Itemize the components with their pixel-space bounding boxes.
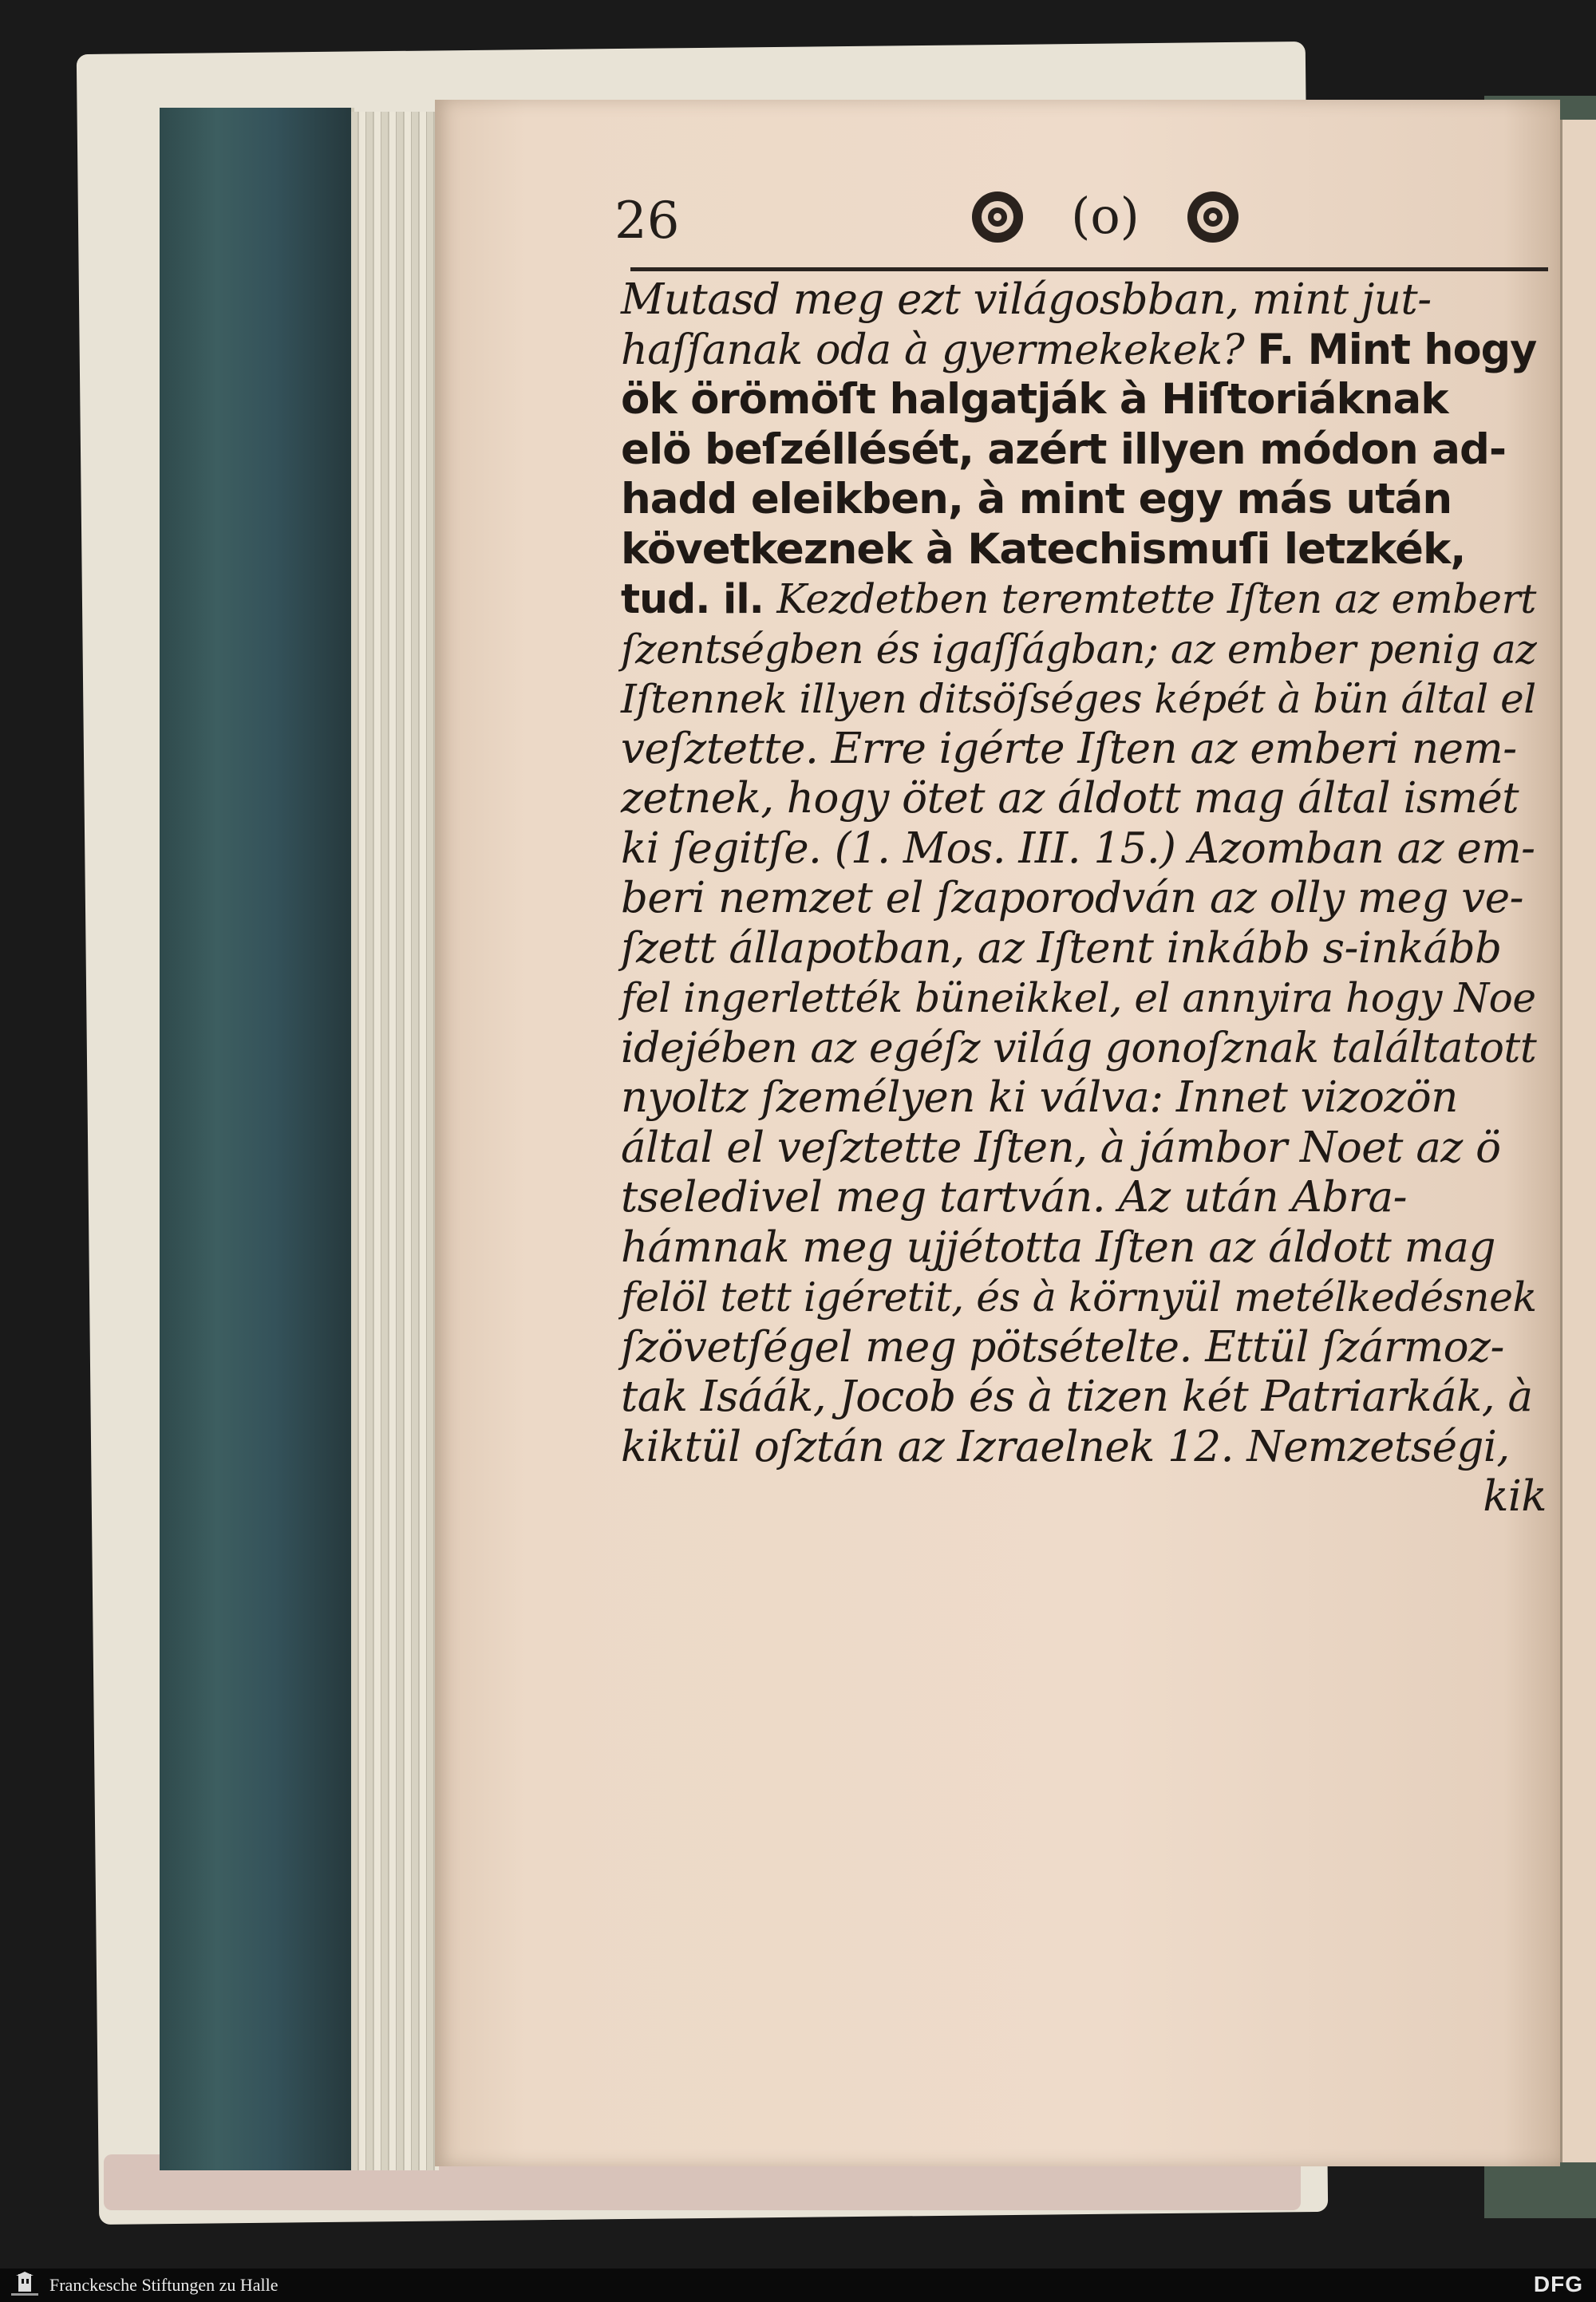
text-line xyxy=(621,475,1547,525)
text-segment: ſzett állapotban, az Iſtent inkább s-inkább xyxy=(621,923,1502,973)
text-line xyxy=(621,924,1547,974)
text-line xyxy=(621,275,1547,326)
text-segment: Iſtennek illyen ditsöſséges képét à bün által el xyxy=(621,676,1536,722)
page-number: 26 xyxy=(614,192,680,251)
text-segment: tak Isáák, Jocob és à tizen két Patriarkák, à xyxy=(621,1372,1533,1421)
text-segment: ök örömöſt halgatják à Hiſtoriáknak xyxy=(621,375,1448,424)
text-segment: felöl tett igéretit, és à környül metélkedésnek xyxy=(621,1273,1537,1321)
catchword-text: kik xyxy=(1483,1472,1547,1521)
text-line xyxy=(621,824,1547,875)
header-ornament xyxy=(966,185,1245,249)
text-line xyxy=(621,1223,1547,1273)
text-segment: idejében az egéſz világ gonoſznak találtatott xyxy=(621,1024,1537,1072)
text-segment: haſſanak oda à gyermekekek? xyxy=(621,325,1258,374)
text-line xyxy=(621,1372,1547,1423)
text-line xyxy=(621,1273,1547,1323)
text-line xyxy=(621,525,1547,575)
text-segment: ſzentségben és igaſſágban; az ember penig az xyxy=(621,625,1537,673)
text-line xyxy=(621,575,1547,625)
text-line xyxy=(621,1073,1547,1123)
ornament-rosette-right-icon xyxy=(1187,192,1238,243)
text-segment: Kezdetben teremtette Iſten az embert xyxy=(776,575,1536,622)
text-segment: fel ingerlették büneikkel, el annyira hogy Noe xyxy=(621,974,1536,1021)
footer-bar xyxy=(0,2268,1596,2302)
text-segment: ſzövetſégel meg pötsételte. Ettül ſzármoz- xyxy=(621,1322,1504,1372)
text-segment: kiktül oſztán az Izraelnek 12. Nemzetségi, xyxy=(621,1422,1510,1471)
footer-dfg-logo: DFG xyxy=(1533,2272,1583,2296)
text-line xyxy=(621,1123,1547,1174)
text-segment: beri nemzet el ſzaporodván az olly meg ve- xyxy=(621,874,1524,922)
text-line xyxy=(621,425,1547,476)
text-line xyxy=(621,625,1547,675)
ornament-center-text: (o) xyxy=(1071,187,1140,245)
text-segment: tud. il. xyxy=(621,575,777,622)
text-line xyxy=(621,1423,1547,1473)
institution-logo-icon xyxy=(6,2272,43,2299)
text-segment: hadd eleikben, à mint egy más után xyxy=(621,475,1452,523)
text-segment: Mutasd meg ezt világosbban, mint jut- xyxy=(621,275,1432,324)
text-line xyxy=(621,725,1547,775)
page-text-block xyxy=(621,275,1547,1522)
page-edges-block xyxy=(160,108,354,2170)
text-segment: nyoltz ſzemélyen ki válva: Innet vizozön xyxy=(621,1073,1458,1122)
text-segment: veſztette. Erre igérte Iſten az emberi nem- xyxy=(621,724,1517,773)
text-segment: F. Mint hogy xyxy=(1257,325,1537,374)
text-line xyxy=(621,1173,1547,1223)
text-segment: tseledivel meg tartván. Az után Abra- xyxy=(621,1173,1408,1222)
text-segment: elö beſzéllését, azért illyen módon ad- xyxy=(621,424,1506,474)
text-segment: következnek à Katechismuſi letzkék, xyxy=(621,524,1466,574)
text-segment: ki ſegitſe. (1. Mos. III. 15.) Azomban az em- xyxy=(621,823,1535,873)
text-segment: által el veſztette Iſten, à jámbor Noet az ö xyxy=(621,1123,1501,1172)
text-line xyxy=(621,774,1547,824)
text-line xyxy=(621,375,1547,425)
page-edges-lines xyxy=(351,112,439,2170)
text-line xyxy=(621,1024,1547,1074)
next-page-edge xyxy=(1560,120,1596,2162)
ornament-rosette-left-icon xyxy=(972,192,1023,243)
text-line xyxy=(621,1323,1547,1373)
text-line xyxy=(621,874,1547,924)
text-line xyxy=(621,674,1547,725)
text-line xyxy=(621,973,1547,1024)
text-segment: zetnek, hogy ötet az áldott mag által ismét xyxy=(621,774,1519,823)
text-segment: hámnak meg ujjétotta Iſten az áldott mag xyxy=(621,1222,1495,1272)
text-line xyxy=(621,326,1547,376)
catchword xyxy=(621,1472,1547,1522)
header-rule xyxy=(630,267,1548,271)
footer-institution-name: Franckesche Stiftungen zu Halle xyxy=(49,2275,279,2295)
